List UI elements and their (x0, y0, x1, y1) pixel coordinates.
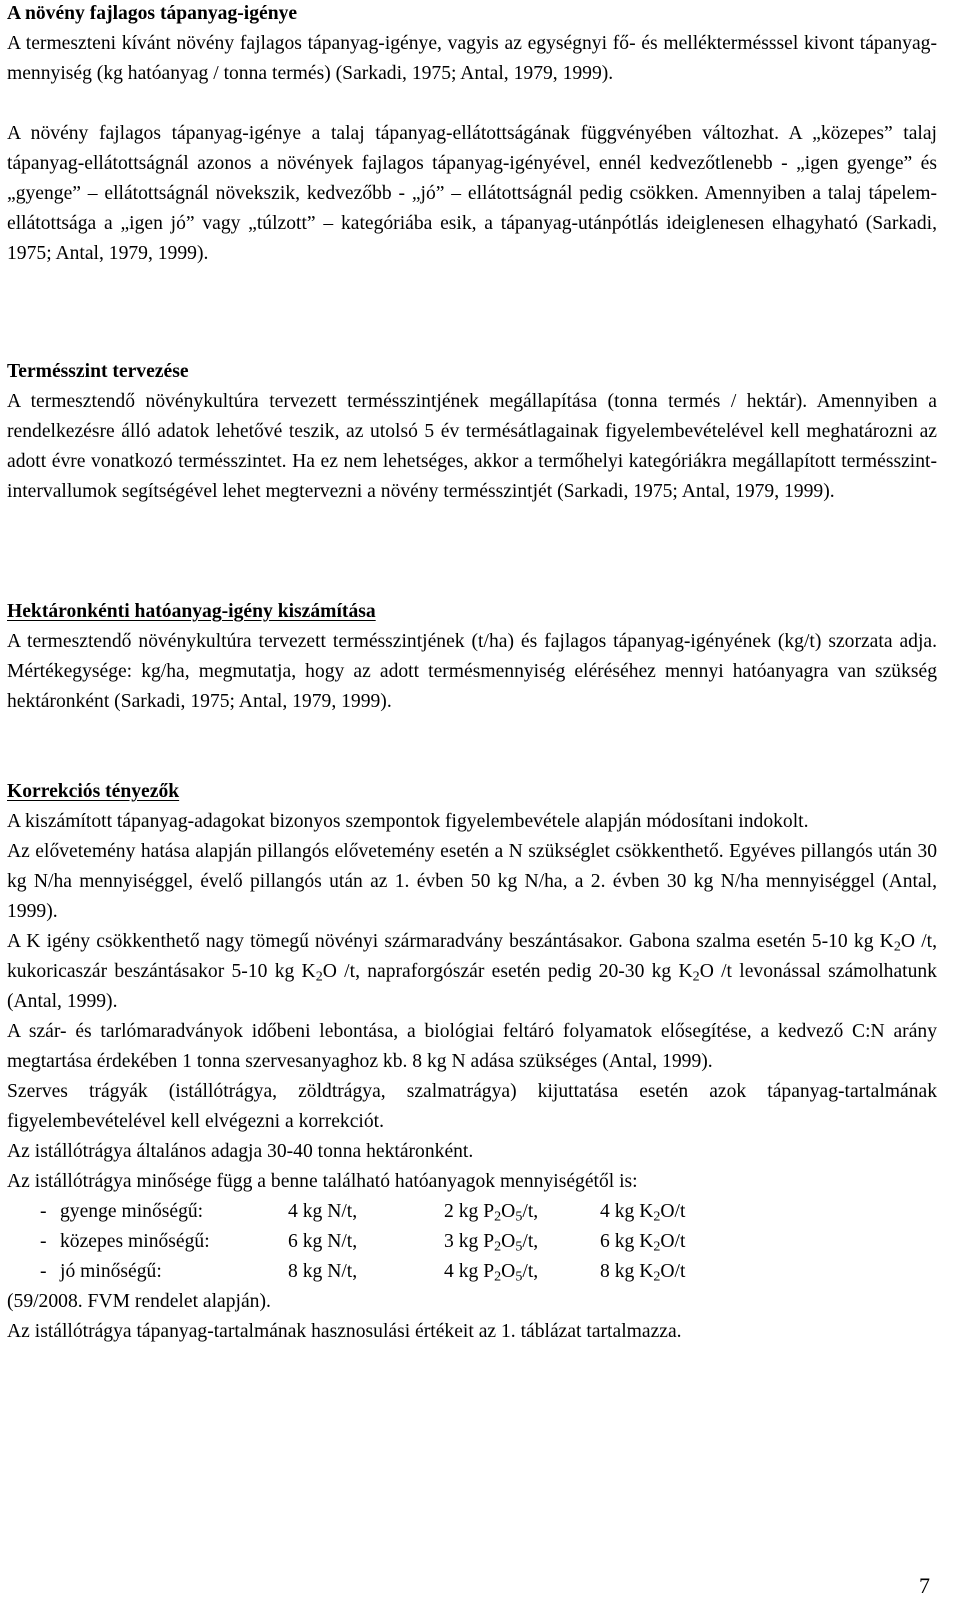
heading-fajlagos-tapanyag-igeny: A növény fajlagos tápanyag-igénye (7, 3, 298, 24)
section-fajlagos-tapanyag-igeny (7, 0, 937, 269)
paragraph: A szár- és tarlómaradványok időbeni lebontása, a biológiai feltáró folyamatok elősegítése, a kedvező C:N arány megtartása érdekében 1 tonna szervesanyaghoz kb. 8 kg N adása szükséges (Antal, 1999). (7, 1021, 937, 1072)
paragraph: Az elővetemény hatása alapján pillangós elővetemény esetén a N szükséglet csökkenthető. Egyéves pillangós után 30 kg N/ha mennyiséggel, évelő pillangós után az 1. évben 50 kg N/ha, a 2. évben 30 kg N/ha mennyiséggel (Antal, 1999). (7, 841, 937, 922)
list-item: - gyenge minőségű: 4 kg N/t, 2 kg $P_2O_5/t$, 4 kg $K_2O/t$ (40, 1201, 686, 1225)
page-number: 7 (919, 1573, 930, 1598)
list-item: - közepes minőségű: 6 kg N/t, 3 kg $P_2O_5/t$, 6 kg $K_2O/t$ (40, 1231, 686, 1255)
manure-quality-list (7, 1197, 937, 1287)
paragraph: Az istállótrágya tápanyag-tartalmának hasznosulási értékeit az 1. táblázat tartalmazza. (7, 1321, 682, 1342)
paragraph: A növény fajlagos tápanyag-igénye a talaj tápanyag-ellátottságának függvényében változhat. A „közepes” talaj tápanyag-ellátottságnál azonos a növények fajlagos tápanyag-igényével, ennél kedvezőtlenebb - „igen gyenge” és „gyenge” – ellátottságnál növekszik, kedvezőbb - „jó” – ellátottságnál pedig csökken. Amennyiben a talaj tápelem-ellátottsága a „igen jó” vagy „túlzott” – kategóriába esik, a tápanyag-utánpótlás ideiglenesen elhagyható (Sarkadi, 1975; Antal, 1979, 1999). (7, 123, 937, 264)
paragraph: A kiszámított tápanyag-adagokat bizonyos szempontok figyelembevétele alapján módosítani indokolt. (7, 811, 809, 832)
paragraph-k-igeny: A K igény csökkenthető nagy tömegű növényi szármaradvány beszántásakor. Gabona szalma esetén 5-10 kg $K_2O$ /t, kukoricaszár beszántásakor 5-10 kg $K_2O$ /t, napraforgószár esetén pedig 20-30 kg $K_2O$ /t levonással számolhatunk (Antal, 1999). (7, 931, 938, 1012)
section-termesszint-tervezese (7, 357, 937, 507)
heading-korrekcios-tenyezok: Korrekciós tényezők (7, 781, 180, 802)
heading-hatoanyag-igeny: Hektáronkénti hatóanyag-igény kiszámítása (7, 601, 376, 622)
paragraph: Az istállótrágya minősége függ a benne található hatóanyagok mennyiségétől is: (7, 1171, 638, 1192)
paragraph: Szerves trágyák (istállótrágya, zöldtrágya, szalmatrágya) kijuttatása esetén azok tápanyag-tartalmának figyelembevételével kell elvégezni a korrekciót. (7, 1081, 937, 1132)
list-item: - jó minőségű: 8 kg N/t, 4 kg $P_2O_5/t$, 8 kg $K_2O/t$ (40, 1261, 686, 1285)
section-korrekcios-tenyezok (7, 777, 937, 1347)
paragraph: A termesztendő növénykultúra tervezett termésszintjének megállapítása (tonna termés / hektár). Amennyiben a rendelkezésre álló adatok lehetővé teszik, az utolsó 5 év termésátlagainak figyelembevételével kell meghatározni az adott évre vonatkozó termésszintet. Ha ez nem lehetséges, akkor a termőhelyi kategóriákra megállapított termésszint-intervallumok segítségével lehet megtervezni a növény termésszintjét (Sarkadi, 1975; Antal, 1979, 1999). (7, 391, 937, 502)
paragraph: (59/2008. FVM rendelet alapján). (7, 1291, 271, 1312)
paragraph: A termesztendő növénykultúra tervezett termésszintjének (t/ha) és fajlagos tápanyag-igényének (kg/t) szorzata adja. Mértékegysége: kg/ha, megmutatja, hogy az adott termésmennyiség eléréséhez mennyi hatóanyagra van szükség hektáronként (Sarkadi, 1975; Antal, 1979, 1999). (7, 631, 937, 712)
heading-termesszint-tervezese: Termésszint tervezése (7, 361, 189, 382)
section-hatoanyag-igeny (7, 597, 937, 717)
paragraph: A termeszteni kívánt növény fajlagos tápanyag-igénye, vagyis az egységnyi fő- és melléktermésssel kivont tápanyag-mennyiség (kg hatóanyag / tonna termés) (Sarkadi, 1975; Antal, 1979, 1999). (7, 33, 937, 84)
paragraph: Az istállótrágya általános adagja 30-40 tonna hektáronként. (7, 1141, 474, 1162)
